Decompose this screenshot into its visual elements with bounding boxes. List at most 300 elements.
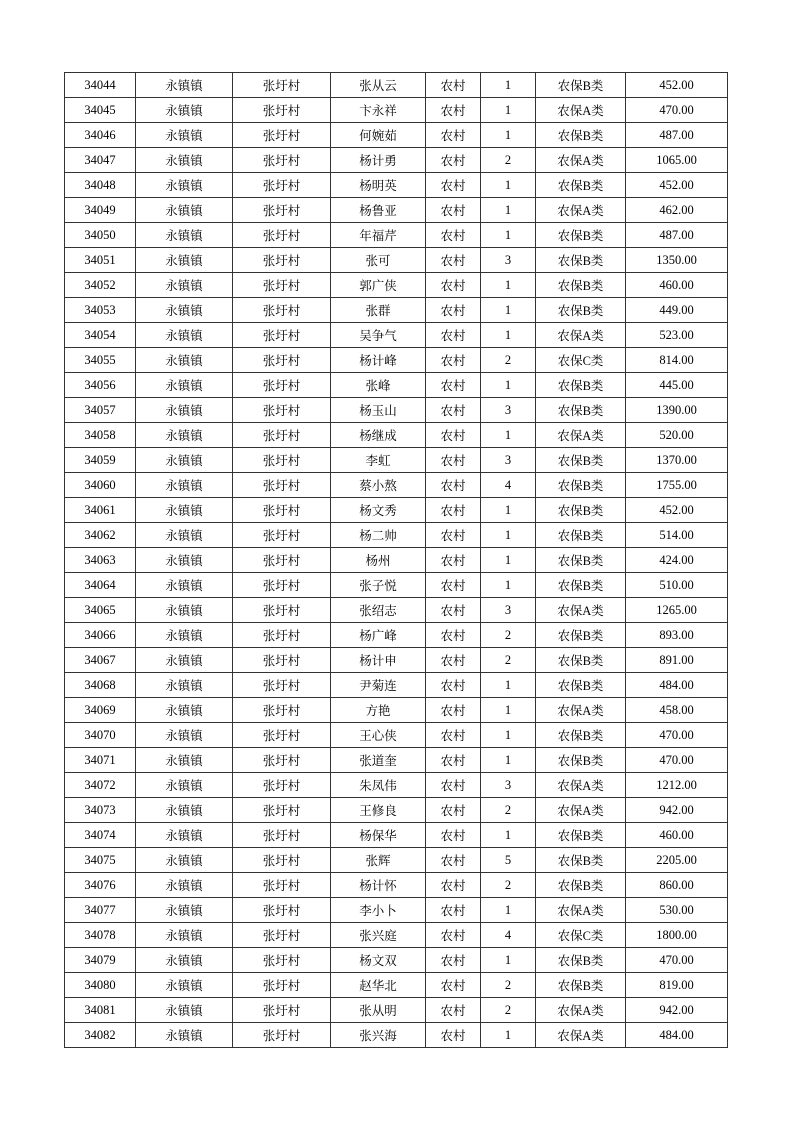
cell-residence-type: 农村 <box>426 973 481 998</box>
cell-person-name: 赵华北 <box>331 973 426 998</box>
cell-count: 2 <box>481 798 536 823</box>
cell-person-name: 杨文秀 <box>331 498 426 523</box>
cell-person-name: 杨鲁亚 <box>331 198 426 223</box>
cell-residence-type: 农村 <box>426 348 481 373</box>
cell-record-id: 34079 <box>65 948 136 973</box>
cell-town: 永镇镇 <box>136 298 233 323</box>
table-row <box>65 923 728 948</box>
cell-residence-type: 农村 <box>426 598 481 623</box>
cell-insurance-category: 农保B类 <box>536 473 626 498</box>
cell-count: 1 <box>481 573 536 598</box>
cell-town: 永镇镇 <box>136 273 233 298</box>
cell-town: 永镇镇 <box>136 598 233 623</box>
cell-insurance-category: 农保A类 <box>536 323 626 348</box>
cell-record-id: 34072 <box>65 773 136 798</box>
cell-person-name: 张群 <box>331 298 426 323</box>
table-row <box>65 998 728 1023</box>
cell-amount: 523.00 <box>626 323 728 348</box>
cell-town: 永镇镇 <box>136 723 233 748</box>
cell-village: 张圩村 <box>233 973 331 998</box>
table-row <box>65 398 728 423</box>
cell-town: 永镇镇 <box>136 648 233 673</box>
cell-town: 永镇镇 <box>136 698 233 723</box>
cell-record-id: 34050 <box>65 223 136 248</box>
cell-count: 1 <box>481 673 536 698</box>
cell-record-id: 34076 <box>65 873 136 898</box>
cell-count: 1 <box>481 123 536 148</box>
cell-record-id: 34071 <box>65 748 136 773</box>
cell-village: 张圩村 <box>233 123 331 148</box>
cell-count: 3 <box>481 248 536 273</box>
cell-town: 永镇镇 <box>136 923 233 948</box>
cell-count: 1 <box>481 173 536 198</box>
cell-insurance-category: 农保A类 <box>536 773 626 798</box>
cell-count: 1 <box>481 423 536 448</box>
cell-residence-type: 农村 <box>426 848 481 873</box>
cell-town: 永镇镇 <box>136 98 233 123</box>
cell-count: 1 <box>481 98 536 123</box>
cell-amount: 484.00 <box>626 1023 728 1048</box>
cell-residence-type: 农村 <box>426 273 481 298</box>
cell-record-id: 34061 <box>65 498 136 523</box>
cell-record-id: 34052 <box>65 273 136 298</box>
cell-town: 永镇镇 <box>136 623 233 648</box>
cell-residence-type: 农村 <box>426 248 481 273</box>
cell-person-name: 王修良 <box>331 798 426 823</box>
cell-town: 永镇镇 <box>136 973 233 998</box>
cell-amount: 860.00 <box>626 873 728 898</box>
cell-insurance-category: 农保A类 <box>536 598 626 623</box>
cell-residence-type: 农村 <box>426 223 481 248</box>
cell-village: 张圩村 <box>233 573 331 598</box>
cell-count: 1 <box>481 823 536 848</box>
cell-residence-type: 农村 <box>426 673 481 698</box>
cell-village: 张圩村 <box>233 148 331 173</box>
cell-person-name: 杨文双 <box>331 948 426 973</box>
cell-insurance-category: 农保B类 <box>536 448 626 473</box>
cell-record-id: 34064 <box>65 573 136 598</box>
cell-village: 张圩村 <box>233 898 331 923</box>
cell-village: 张圩村 <box>233 248 331 273</box>
cell-amount: 1212.00 <box>626 773 728 798</box>
cell-residence-type: 农村 <box>426 648 481 673</box>
cell-town: 永镇镇 <box>136 398 233 423</box>
cell-insurance-category: 农保B类 <box>536 823 626 848</box>
cell-town: 永镇镇 <box>136 523 233 548</box>
cell-town: 永镇镇 <box>136 998 233 1023</box>
cell-person-name: 杨玉山 <box>331 398 426 423</box>
cell-record-id: 34080 <box>65 973 136 998</box>
cell-insurance-category: 农保C类 <box>536 923 626 948</box>
cell-village: 张圩村 <box>233 173 331 198</box>
cell-record-id: 34066 <box>65 623 136 648</box>
cell-town: 永镇镇 <box>136 573 233 598</box>
cell-amount: 1350.00 <box>626 248 728 273</box>
cell-village: 张圩村 <box>233 1023 331 1048</box>
cell-amount: 814.00 <box>626 348 728 373</box>
table-row <box>65 348 728 373</box>
cell-record-id: 34078 <box>65 923 136 948</box>
cell-insurance-category: 农保B类 <box>536 273 626 298</box>
table-row <box>65 423 728 448</box>
cell-amount: 514.00 <box>626 523 728 548</box>
cell-amount: 1265.00 <box>626 598 728 623</box>
cell-residence-type: 农村 <box>426 448 481 473</box>
cell-record-id: 34065 <box>65 598 136 623</box>
cell-record-id: 34068 <box>65 673 136 698</box>
table-row <box>65 223 728 248</box>
cell-insurance-category: 农保B类 <box>536 548 626 573</box>
table-row <box>65 848 728 873</box>
cell-person-name: 吴争气 <box>331 323 426 348</box>
cell-person-name: 杨州 <box>331 548 426 573</box>
cell-count: 3 <box>481 448 536 473</box>
table-row <box>65 298 728 323</box>
cell-residence-type: 农村 <box>426 948 481 973</box>
cell-record-id: 34077 <box>65 898 136 923</box>
cell-residence-type: 农村 <box>426 173 481 198</box>
cell-town: 永镇镇 <box>136 348 233 373</box>
cell-record-id: 34067 <box>65 648 136 673</box>
cell-town: 永镇镇 <box>136 473 233 498</box>
cell-insurance-category: 农保A类 <box>536 998 626 1023</box>
table-row <box>65 323 728 348</box>
cell-village: 张圩村 <box>233 373 331 398</box>
table-row <box>65 548 728 573</box>
cell-town: 永镇镇 <box>136 423 233 448</box>
cell-person-name: 方艳 <box>331 698 426 723</box>
cell-person-name: 年福芹 <box>331 223 426 248</box>
cell-village: 张圩村 <box>233 673 331 698</box>
cell-insurance-category: 农保B类 <box>536 123 626 148</box>
cell-count: 1 <box>481 498 536 523</box>
cell-town: 永镇镇 <box>136 448 233 473</box>
table-row <box>65 248 728 273</box>
cell-village: 张圩村 <box>233 598 331 623</box>
cell-record-id: 34054 <box>65 323 136 348</box>
cell-amount: 1390.00 <box>626 398 728 423</box>
cell-town: 永镇镇 <box>136 323 233 348</box>
cell-amount: 460.00 <box>626 823 728 848</box>
cell-person-name: 王心侠 <box>331 723 426 748</box>
cell-village: 张圩村 <box>233 73 331 98</box>
cell-amount: 470.00 <box>626 948 728 973</box>
table-row <box>65 948 728 973</box>
cell-insurance-category: 农保C类 <box>536 348 626 373</box>
cell-residence-type: 农村 <box>426 548 481 573</box>
cell-residence-type: 农村 <box>426 823 481 848</box>
cell-amount: 1755.00 <box>626 473 728 498</box>
table-row <box>65 648 728 673</box>
table-row <box>65 198 728 223</box>
cell-count: 1 <box>481 698 536 723</box>
cell-insurance-category: 农保A类 <box>536 423 626 448</box>
cell-residence-type: 农村 <box>426 73 481 98</box>
cell-village: 张圩村 <box>233 698 331 723</box>
table-row <box>65 448 728 473</box>
cell-insurance-category: 农保B类 <box>536 648 626 673</box>
cell-village: 张圩村 <box>233 873 331 898</box>
cell-person-name: 杨计怀 <box>331 873 426 898</box>
cell-count: 1 <box>481 73 536 98</box>
table-row <box>65 773 728 798</box>
cell-count: 1 <box>481 373 536 398</box>
cell-count: 3 <box>481 398 536 423</box>
cell-village: 张圩村 <box>233 748 331 773</box>
cell-town: 永镇镇 <box>136 173 233 198</box>
cell-record-id: 34053 <box>65 298 136 323</box>
cell-town: 永镇镇 <box>136 123 233 148</box>
cell-residence-type: 农村 <box>426 523 481 548</box>
cell-count: 1 <box>481 723 536 748</box>
cell-count: 2 <box>481 348 536 373</box>
cell-amount: 487.00 <box>626 123 728 148</box>
table-row <box>65 173 728 198</box>
cell-amount: 424.00 <box>626 548 728 573</box>
cell-town: 永镇镇 <box>136 548 233 573</box>
cell-village: 张圩村 <box>233 823 331 848</box>
cell-amount: 893.00 <box>626 623 728 648</box>
cell-village: 张圩村 <box>233 798 331 823</box>
cell-village: 张圩村 <box>233 773 331 798</box>
cell-person-name: 张绍志 <box>331 598 426 623</box>
cell-village: 张圩村 <box>233 948 331 973</box>
cell-person-name: 张子悦 <box>331 573 426 598</box>
cell-village: 张圩村 <box>233 998 331 1023</box>
cell-insurance-category: 农保B类 <box>536 223 626 248</box>
cell-record-id: 34056 <box>65 373 136 398</box>
cell-insurance-category: 农保B类 <box>536 173 626 198</box>
cell-amount: 445.00 <box>626 373 728 398</box>
table-row <box>65 698 728 723</box>
cell-count: 2 <box>481 623 536 648</box>
cell-village: 张圩村 <box>233 523 331 548</box>
table-row <box>65 1023 728 1048</box>
cell-insurance-category: 农保B类 <box>536 848 626 873</box>
cell-village: 张圩村 <box>233 298 331 323</box>
cell-person-name: 尹菊连 <box>331 673 426 698</box>
cell-record-id: 34055 <box>65 348 136 373</box>
table-body <box>65 73 728 1048</box>
cell-residence-type: 农村 <box>426 623 481 648</box>
table-row <box>65 873 728 898</box>
cell-record-id: 34058 <box>65 423 136 448</box>
cell-residence-type: 农村 <box>426 373 481 398</box>
cell-village: 张圩村 <box>233 348 331 373</box>
cell-residence-type: 农村 <box>426 923 481 948</box>
cell-insurance-category: 农保A类 <box>536 798 626 823</box>
cell-person-name: 杨明英 <box>331 173 426 198</box>
cell-person-name: 卞永祥 <box>331 98 426 123</box>
cell-insurance-category: 农保B类 <box>536 73 626 98</box>
cell-insurance-category: 农保A类 <box>536 698 626 723</box>
table-row <box>65 73 728 98</box>
cell-amount: 942.00 <box>626 798 728 823</box>
cell-record-id: 34047 <box>65 148 136 173</box>
cell-record-id: 34069 <box>65 698 136 723</box>
cell-person-name: 张兴庭 <box>331 923 426 948</box>
cell-village: 张圩村 <box>233 98 331 123</box>
cell-record-id: 34075 <box>65 848 136 873</box>
cell-amount: 1065.00 <box>626 148 728 173</box>
cell-village: 张圩村 <box>233 448 331 473</box>
cell-person-name: 杨保华 <box>331 823 426 848</box>
cell-record-id: 34074 <box>65 823 136 848</box>
cell-count: 4 <box>481 473 536 498</box>
cell-record-id: 34060 <box>65 473 136 498</box>
cell-residence-type: 农村 <box>426 473 481 498</box>
cell-person-name: 杨继成 <box>331 423 426 448</box>
cell-village: 张圩村 <box>233 648 331 673</box>
cell-person-name: 张从明 <box>331 998 426 1023</box>
cell-record-id: 34082 <box>65 1023 136 1048</box>
insurance-table <box>64 72 728 1048</box>
table-row <box>65 898 728 923</box>
cell-town: 永镇镇 <box>136 798 233 823</box>
cell-residence-type: 农村 <box>426 798 481 823</box>
cell-count: 1 <box>481 273 536 298</box>
cell-person-name: 杨计峰 <box>331 348 426 373</box>
cell-count: 1 <box>481 1023 536 1048</box>
cell-town: 永镇镇 <box>136 873 233 898</box>
cell-insurance-category: 农保B类 <box>536 298 626 323</box>
cell-village: 张圩村 <box>233 498 331 523</box>
cell-record-id: 34059 <box>65 448 136 473</box>
cell-residence-type: 农村 <box>426 498 481 523</box>
cell-count: 5 <box>481 848 536 873</box>
cell-amount: 530.00 <box>626 898 728 923</box>
cell-village: 张圩村 <box>233 423 331 448</box>
cell-town: 永镇镇 <box>136 248 233 273</box>
cell-count: 1 <box>481 323 536 348</box>
cell-residence-type: 农村 <box>426 1023 481 1048</box>
cell-record-id: 34049 <box>65 198 136 223</box>
cell-count: 1 <box>481 898 536 923</box>
cell-insurance-category: 农保B类 <box>536 498 626 523</box>
table-row <box>65 523 728 548</box>
cell-village: 张圩村 <box>233 273 331 298</box>
cell-amount: 520.00 <box>626 423 728 448</box>
cell-record-id: 34070 <box>65 723 136 748</box>
cell-count: 2 <box>481 648 536 673</box>
cell-amount: 819.00 <box>626 973 728 998</box>
cell-insurance-category: 农保B类 <box>536 373 626 398</box>
cell-amount: 470.00 <box>626 748 728 773</box>
cell-count: 2 <box>481 998 536 1023</box>
cell-insurance-category: 农保B类 <box>536 623 626 648</box>
cell-town: 永镇镇 <box>136 1023 233 1048</box>
cell-person-name: 张可 <box>331 248 426 273</box>
cell-residence-type: 农村 <box>426 723 481 748</box>
cell-count: 2 <box>481 148 536 173</box>
cell-person-name: 张峰 <box>331 373 426 398</box>
table-row <box>65 273 728 298</box>
cell-count: 1 <box>481 298 536 323</box>
table-row <box>65 373 728 398</box>
cell-village: 张圩村 <box>233 223 331 248</box>
cell-amount: 891.00 <box>626 648 728 673</box>
table-row <box>65 798 728 823</box>
cell-residence-type: 农村 <box>426 148 481 173</box>
cell-record-id: 34057 <box>65 398 136 423</box>
cell-town: 永镇镇 <box>136 823 233 848</box>
cell-residence-type: 农村 <box>426 898 481 923</box>
cell-record-id: 34062 <box>65 523 136 548</box>
cell-village: 张圩村 <box>233 723 331 748</box>
cell-town: 永镇镇 <box>136 373 233 398</box>
cell-person-name: 张辉 <box>331 848 426 873</box>
cell-village: 张圩村 <box>233 848 331 873</box>
cell-person-name: 郭广侠 <box>331 273 426 298</box>
cell-count: 1 <box>481 748 536 773</box>
cell-insurance-category: 农保A类 <box>536 898 626 923</box>
cell-residence-type: 农村 <box>426 998 481 1023</box>
cell-town: 永镇镇 <box>136 748 233 773</box>
cell-town: 永镇镇 <box>136 223 233 248</box>
cell-count: 1 <box>481 948 536 973</box>
cell-town: 永镇镇 <box>136 948 233 973</box>
cell-record-id: 34051 <box>65 248 136 273</box>
cell-insurance-category: 农保A类 <box>536 198 626 223</box>
table-row <box>65 498 728 523</box>
table-row <box>65 573 728 598</box>
cell-count: 1 <box>481 523 536 548</box>
cell-town: 永镇镇 <box>136 673 233 698</box>
cell-amount: 510.00 <box>626 573 728 598</box>
cell-amount: 452.00 <box>626 173 728 198</box>
cell-record-id: 34081 <box>65 998 136 1023</box>
cell-record-id: 34045 <box>65 98 136 123</box>
cell-person-name: 杨广峰 <box>331 623 426 648</box>
cell-village: 张圩村 <box>233 198 331 223</box>
cell-amount: 449.00 <box>626 298 728 323</box>
cell-amount: 470.00 <box>626 723 728 748</box>
cell-person-name: 蔡小熬 <box>331 473 426 498</box>
table-row <box>65 598 728 623</box>
cell-amount: 452.00 <box>626 73 728 98</box>
table-row <box>65 823 728 848</box>
cell-person-name: 李小卜 <box>331 898 426 923</box>
cell-record-id: 34063 <box>65 548 136 573</box>
table-row <box>65 123 728 148</box>
cell-residence-type: 农村 <box>426 748 481 773</box>
cell-residence-type: 农村 <box>426 398 481 423</box>
cell-amount: 452.00 <box>626 498 728 523</box>
cell-amount: 484.00 <box>626 673 728 698</box>
cell-insurance-category: 农保B类 <box>536 723 626 748</box>
cell-insurance-category: 农保B类 <box>536 873 626 898</box>
cell-insurance-category: 农保B类 <box>536 248 626 273</box>
cell-person-name: 杨二帅 <box>331 523 426 548</box>
cell-count: 4 <box>481 923 536 948</box>
cell-person-name: 张道奎 <box>331 748 426 773</box>
cell-town: 永镇镇 <box>136 848 233 873</box>
table-row <box>65 723 728 748</box>
cell-amount: 1800.00 <box>626 923 728 948</box>
cell-record-id: 34044 <box>65 73 136 98</box>
cell-village: 张圩村 <box>233 623 331 648</box>
cell-town: 永镇镇 <box>136 898 233 923</box>
cell-residence-type: 农村 <box>426 573 481 598</box>
table-row <box>65 973 728 998</box>
cell-residence-type: 农村 <box>426 198 481 223</box>
cell-amount: 942.00 <box>626 998 728 1023</box>
cell-person-name: 何婉茹 <box>331 123 426 148</box>
cell-residence-type: 农村 <box>426 773 481 798</box>
cell-person-name: 张兴海 <box>331 1023 426 1048</box>
cell-count: 1 <box>481 548 536 573</box>
cell-village: 张圩村 <box>233 323 331 348</box>
